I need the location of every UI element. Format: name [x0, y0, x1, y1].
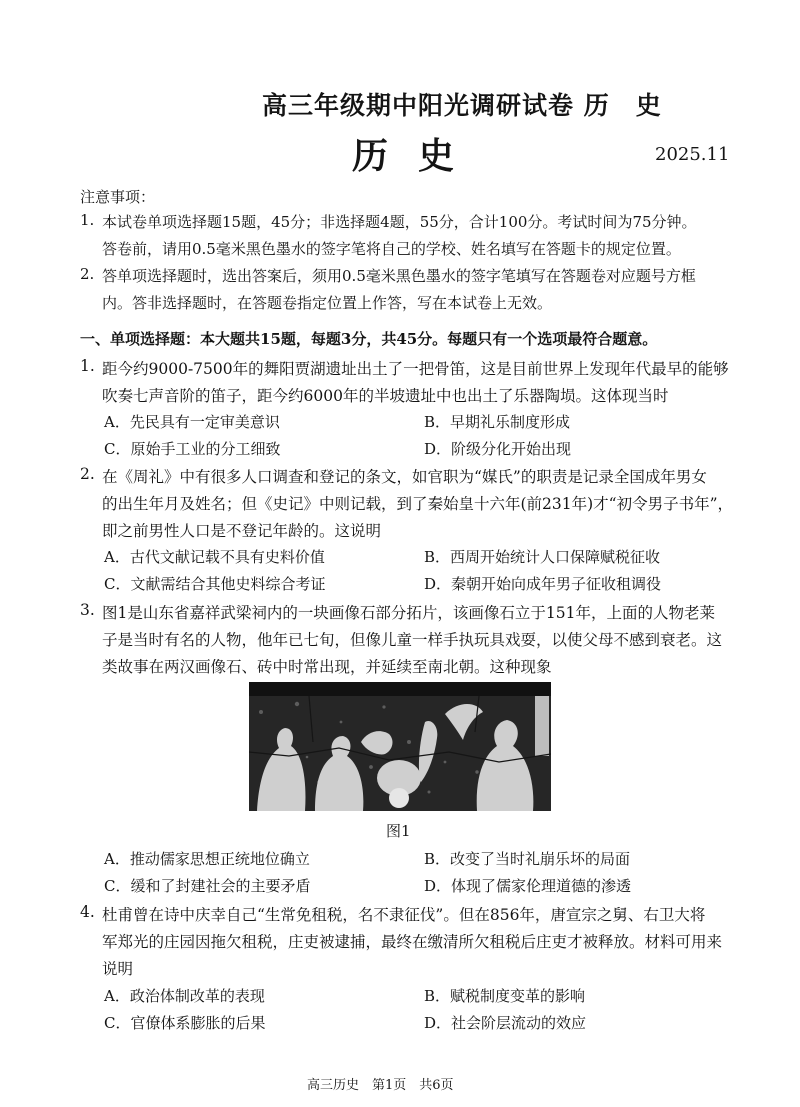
option-text: 原始手工业的分工细致 [130, 440, 281, 458]
rubbing-top-band [249, 682, 551, 696]
option-letter: D． [424, 1014, 452, 1032]
notice-line: 内。答非选择题时，在答题卷指定位置上作答，写在本试卷上无效。 [102, 294, 553, 312]
option-b [424, 546, 660, 567]
question-line: 子是当时有名的人物，他年已七旬，但像儿童一样手执玩具戏耍，以使父母不感到衰老。这 [102, 631, 723, 649]
option-c [104, 573, 326, 594]
option-letter: B． [424, 413, 451, 431]
notice-heading: 注意事项： [80, 188, 156, 206]
question-line: 说明 [102, 960, 134, 978]
option-letter: C． [104, 1014, 131, 1032]
question-line: 即之前男性人口是不登记年龄的。这说明 [102, 522, 382, 540]
question-line: 图1是山东省嘉祥武梁祠内的一块画像石部分拓片，该画像石立于151年，上面的人物老莱 [102, 604, 715, 622]
option-b [424, 985, 585, 1006]
option-d [424, 875, 631, 896]
question-line: 类故事在两汉画像石、砖中时常出现，并延续至南北朝。这种现象 [102, 658, 552, 676]
option-text: 缓和了封建社会的主要矛盾 [130, 877, 311, 895]
notice-item-number: 1. [80, 211, 95, 229]
notice-item-number: 2. [80, 265, 95, 283]
question-line: 的出生年月及姓名；但《史记》中则记载，到了秦始皇十六年(前231年)才“初令男子书年”， [102, 495, 734, 513]
question-line: 距今约9000-7500年的舞阳贾湖遗址出土了一把骨笛，这是目前世界上发现年代最早的能够 [102, 360, 729, 378]
option-c [104, 1012, 266, 1033]
option-text: 推动儒家思想正统地位确立 [129, 850, 310, 868]
option-letter: C． [104, 575, 131, 593]
inscription-panel [535, 696, 549, 756]
option-a [104, 848, 310, 869]
question-line: 在《周礼》中有很多人口调查和登记的条文，如官职为“媒氏”的职责是记录全国成年男女 [102, 468, 707, 486]
subject-title: 历史 [352, 135, 485, 177]
question-line: 杜甫曾在诗中庆幸自己“生常免租税，名不隶征伐”。但在856年，唐宣宗之舅、右卫大将 [102, 906, 706, 924]
option-letter: A． [104, 548, 130, 566]
option-c [104, 875, 311, 896]
toy-ball [389, 788, 409, 808]
option-text: 早期礼乐制度形成 [450, 413, 571, 431]
option-letter: C． [104, 877, 131, 895]
option-letter: C． [104, 440, 131, 458]
figure-caption: 图1 [386, 822, 411, 840]
exam-date: 2025.11 [655, 144, 730, 165]
option-a [104, 546, 325, 567]
option-text: 文献需结合其他史料综合考证 [130, 575, 326, 593]
option-letter: B． [424, 987, 451, 1005]
option-letter: A． [104, 413, 130, 431]
option-text: 政治体制改革的表现 [129, 987, 265, 1005]
option-b [424, 411, 570, 432]
question-number: 3. [80, 601, 95, 619]
option-a [104, 985, 265, 1006]
option-d [424, 573, 661, 594]
question-line: 吹奏七声音阶的笛子，距今约6000年的半坡遗址中也出土了乐器陶埙。这体现当时 [102, 387, 669, 405]
option-text: 社会阶层流动的效应 [451, 1014, 587, 1032]
option-text: 秦朝开始向成年男子征收租调役 [451, 575, 662, 593]
exam-title: 高三年级期中阳光调研试卷 历 史 [262, 91, 662, 120]
option-letter: B． [424, 548, 451, 566]
option-letter: D． [424, 877, 452, 895]
question-number: 4. [80, 903, 95, 921]
question-line: 军郑光的庄园因拖欠租税，庄吏被逮捕，最终在缴清所欠租税后庄吏才被释放。材料可用来 [102, 933, 723, 951]
option-text: 先民具有一定审美意识 [129, 413, 280, 431]
question-number: 2. [80, 465, 95, 483]
notice-line: 答单项选择题时，选出答案后，须用0.5毫米黑色墨水的签字笔填写在答题卷对应题号方框 [102, 267, 696, 285]
notice-line: 答卷前，请用0.5毫米黑色墨水的签字笔将自己的学校、姓名填写在答题卡的规定位置。 [102, 240, 681, 258]
option-c [104, 438, 281, 459]
option-text: 阶级分化开始出现 [451, 440, 572, 458]
option-text: 赋税制度变革的影响 [450, 987, 586, 1005]
option-d [424, 1012, 586, 1033]
option-letter: D． [424, 575, 452, 593]
option-letter: D． [424, 440, 452, 458]
option-text: 官僚体系膨胀的后果 [130, 1014, 266, 1032]
option-text: 体现了儒家伦理道德的渗透 [451, 877, 632, 895]
option-d [424, 438, 571, 459]
option-b [424, 848, 630, 869]
option-text: 改变了当时礼崩乐坏的局面 [450, 850, 631, 868]
option-a [104, 411, 280, 432]
question-number: 1. [80, 357, 95, 375]
option-text: 西周开始统计人口保障赋税征收 [450, 548, 661, 566]
section-title: 一、单项选择题：本大题共15题，每题3分，共45分。每题只有一个选项最符合题意。 [80, 330, 658, 348]
option-letter: B． [424, 850, 451, 868]
option-text: 古代文献记载不具有史料价值 [129, 548, 325, 566]
option-letter: A． [104, 987, 130, 1005]
notice-line: 本试卷单项选择题15题，45分；非选择题4题，55分，合计100分。考试时间为75分钟。 [102, 213, 697, 231]
page-footer: 高三历史 第1页 共6页 [307, 1078, 454, 1093]
stone-rubbing-figure [249, 682, 551, 811]
option-letter: A． [104, 850, 130, 868]
